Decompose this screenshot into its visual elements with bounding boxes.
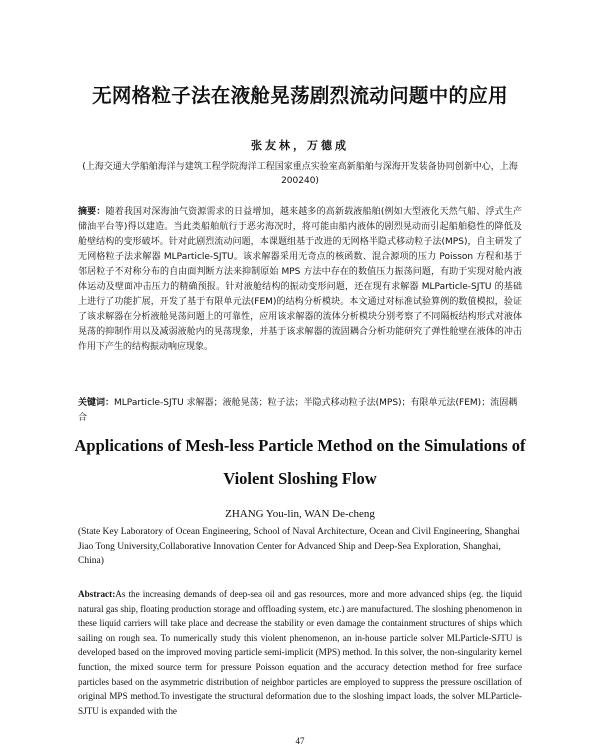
english-title-line-1: Applications of Mesh-less Particle Method on the Simulations of — [74, 436, 526, 455]
page-number: 47 — [295, 736, 305, 746]
chinese-keywords — [78, 396, 522, 426]
chinese-affiliation: (上海交通大学船舶海洋与建筑工程学院海洋工程国家重点实验室高新船舶与深海开发装备协同创新中心，上海 200240) — [82, 162, 518, 186]
chinese-abstract-label: 摘要： — [78, 207, 106, 217]
chinese-authors: 张友林，万德成 — [251, 139, 349, 152]
english-abstract — [78, 587, 522, 722]
chinese-abstract-text: 随着我国对深海油气资源需求的日益增加，越来越多的高新载液船舶(例如大型液化天然气船、浮式生产储油平台等)得以建造。当此类船舶航行于恶劣海况时，将可能由船内液体的剧烈晃动而引起船舶稳性的降低及舱壁结构的变形破坏。针对此剧烈流动问题，本课题组基于改进的无网格半隐式移动粒子法(MPS)，自主研发了无网格粒子法求解器 MLParticle-SJTU。该求解器采用无奇点的核函数、混合源项的压力 Poisson 方程和基于邻居粒子不对称分布的自由面判断方法来抑制原始 MPS 方法中存在的数值压力振荡问题，有助于实现对舱内液体运动及壁面冲击压力的精确预报。针对液舱结构的振动变形问题，还在现有求解器 MLParticle-SJTU 的基础上进行了功能扩展，开发了基于有限单元法(FEM)的结构分析模块。本文通过对标准试验算例的数值模拟，验证了该求解器在分析液舱晃荡问题上的可靠性，应用该求解器的流体分析模块分别考察了不同隔板结构形式对液体晃荡的抑制作用以及减弱液舱内的晃荡现象，并基于该求解器的流固耦合分析功能研究了弹性舱壁在液体的冲击作用下产生的结构振动响应现象。 — [78, 207, 522, 352]
english-authors: ZHANG You-lin, WAN De-cheng — [225, 508, 375, 520]
english-abstract-label: Abstract: — [78, 589, 116, 599]
english-abstract-text: As the increasing demands of deep-sea oil and gas resources, more and more advanced ships (eg. the liquid natural gas ship, floating production storage and offloading system, etc.) are manufactured. The sloshing phenomenon in these liquid carriers will take place and decrease the stability or even damage the containment structures of ships which sailing on rough sea. To numerically study this violent phenomenon, an in-house particle solver MLParticle-SJTU is developed based on the improved moving particle semi-implicit (MPS) method. In this solver, the non-singularity kernel function, the mixed source term for pressure Poisson equation and the accuracy detection method for free surface particles based on the asymmetric distribution of neighbor particles are employed to suppress the pressure oscillation of original MPS method.To investigate the structural deformation due to the sloshing impact loads, the solver MLParticle-SJTU is expanded with the — [78, 589, 522, 716]
chinese-keywords-label: 关键词： — [78, 398, 115, 408]
chinese-abstract — [78, 205, 522, 355]
english-affiliation: (State Key Laboratory of Ocean Engineering, School of Naval Architecture, Ocean and Civil Engineering, Shanghai Jiao Tong University,Collaborative Innovation Center for Advanced Ship and Deep-Sea Exploration, Shanghai, China) — [78, 527, 520, 566]
chinese-keywords-text: MLParticle-SJTU 求解器；液舱晃荡；粒子法；半隐式移动粒子法(MPS)；有限单元法(FEM)；流固耦合 — [78, 398, 518, 423]
chinese-title: 无网格粒子法在液舱晃荡剧烈流动问题中的应用 — [92, 84, 508, 107]
english-title-line-2: Violent Sloshing Flow — [223, 469, 377, 488]
